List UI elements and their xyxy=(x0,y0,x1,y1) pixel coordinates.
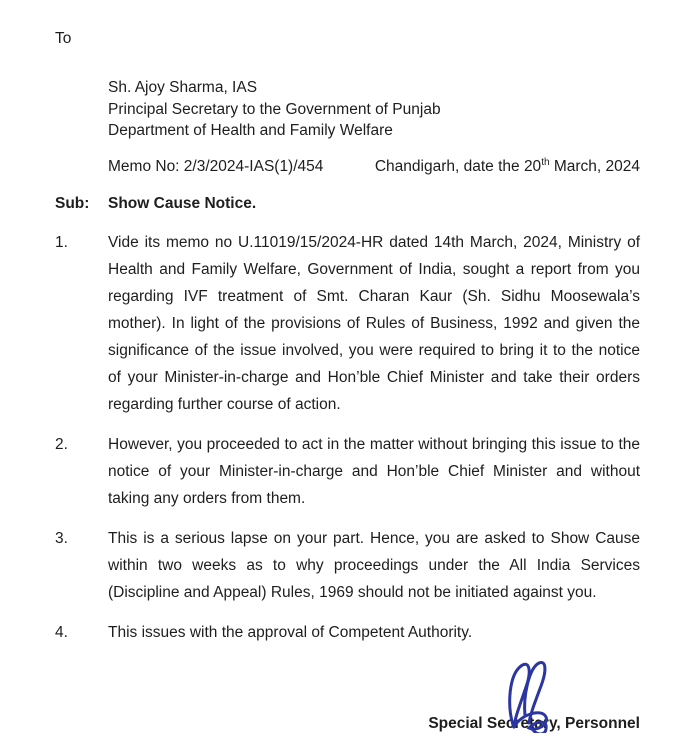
paragraph-number: 2. xyxy=(55,435,68,453)
subject-row xyxy=(55,195,696,213)
paragraph-number: 4. xyxy=(55,623,68,641)
signatory-title: Special Secretary, Personnel xyxy=(428,714,640,732)
date-ordinal-suffix: th xyxy=(541,156,550,168)
salutation: To xyxy=(55,30,72,47)
subject-label: Sub: xyxy=(55,194,90,212)
paragraph-1 xyxy=(55,229,696,418)
subject-text: Show Cause Notice. xyxy=(108,194,257,212)
signature-block xyxy=(108,659,640,733)
paragraph-text: This issues with the approval of Competent Authority. xyxy=(108,623,473,641)
recipient-name: Sh. Ajoy Sharma, IAS xyxy=(108,79,258,96)
paragraph-4 xyxy=(55,619,696,646)
memo-meta-row xyxy=(108,158,640,176)
paragraph-text: Vide its memo no U.11019/15/2024-HR dated 14th March, 2024, Ministry of Health and Family Welfare, Government of India, sought a report from you regarding IVF treatment of Smt. Charan Kaur (Sh. Sidhu Moosewala’s mother). In light of the provisions of Rules of Business, 1992 and given the significance of the issue involved, you were required to bring it to the notice of your Minister-in-charge and Hon’ble Chief Minister and take their orders regarding further course of action. xyxy=(108,233,640,413)
recipient-designation: Principal Secretary to the Government of Punjab xyxy=(108,100,441,118)
signature-ink-scribble xyxy=(500,659,558,733)
recipient-address xyxy=(108,77,696,142)
paragraph-number: 3. xyxy=(55,529,68,547)
body-paragraphs xyxy=(0,229,696,646)
paragraph-text: However, you proceeded to act in the matter without bringing this issue to the notice of your Minister-in-charge and Hon’ble Chief Minister and without taking any orders from them. xyxy=(108,435,640,507)
paragraph-3 xyxy=(55,525,696,606)
recipient-department: Department of Health and Family Welfare xyxy=(108,122,393,139)
paragraph-number: 1. xyxy=(55,233,68,251)
memo-number: Memo No: 2/3/2024-IAS(1)/454 xyxy=(108,157,324,175)
paragraph-text: This is a serious lapse on your part. Hence, you are asked to Show Cause within two weeks as to why proceedings under the All India Services (Discipline and Appeal) Rules, 1969 should not be initiated against you. xyxy=(108,529,640,601)
place-and-date: Chandigarh, date the 20th March, 2024 xyxy=(374,156,640,175)
paragraph-2 xyxy=(55,431,696,512)
